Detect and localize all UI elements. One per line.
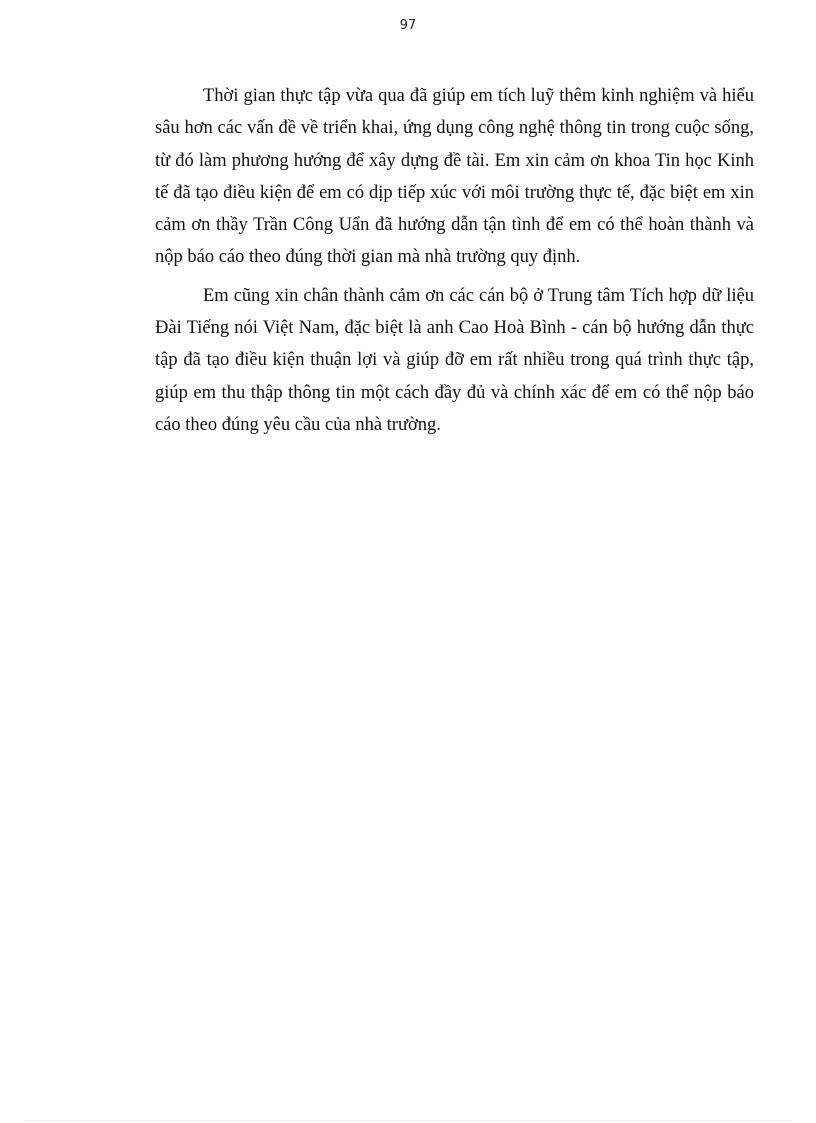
document-body — [155, 80, 754, 447]
page-number: 97 — [399, 18, 417, 33]
page-bottom-divider — [24, 1120, 792, 1121]
paragraph-acknowledgement-faculty: Thời gian thực tập vừa qua đã giúp em tích luỹ thêm kinh nghiệm và hiểu sâu hơn các vấn đề về triển khai, ứng dụng công nghệ thông tin trong cuộc sống, từ đó làm phương hướng để xây dựng đề tài. Em xin cảm ơn khoa Tin học Kinh tế đã tạo điều kiện để em có dịp tiếp xúc với môi trường thực tế, đặc biệt em xin cảm ơn thầy Trần Công Uẩn đã hướng dẫn tận tình để em có thể hoàn thành và nộp báo cáo theo đúng thời gian mà nhà trường quy định. — [155, 86, 754, 268]
paragraph-acknowledgement-center: Em cũng xin chân thành cảm ơn các cán bộ ở Trung tâm Tích hợp dữ liệu Đài Tiếng nói Việt Nam, đặc biệt là anh Cao Hoà Bình - cán bộ hướng dẫn thực tập đã tạo điều kiện thuận lợi và giúp đỡ em rất nhiều trong quá trình thực tập, giúp em thu thập thông tin một cách đầy đủ và chính xác để em có thể nộp báo cáo theo đúng yêu cầu của nhà trường. — [155, 285, 754, 435]
